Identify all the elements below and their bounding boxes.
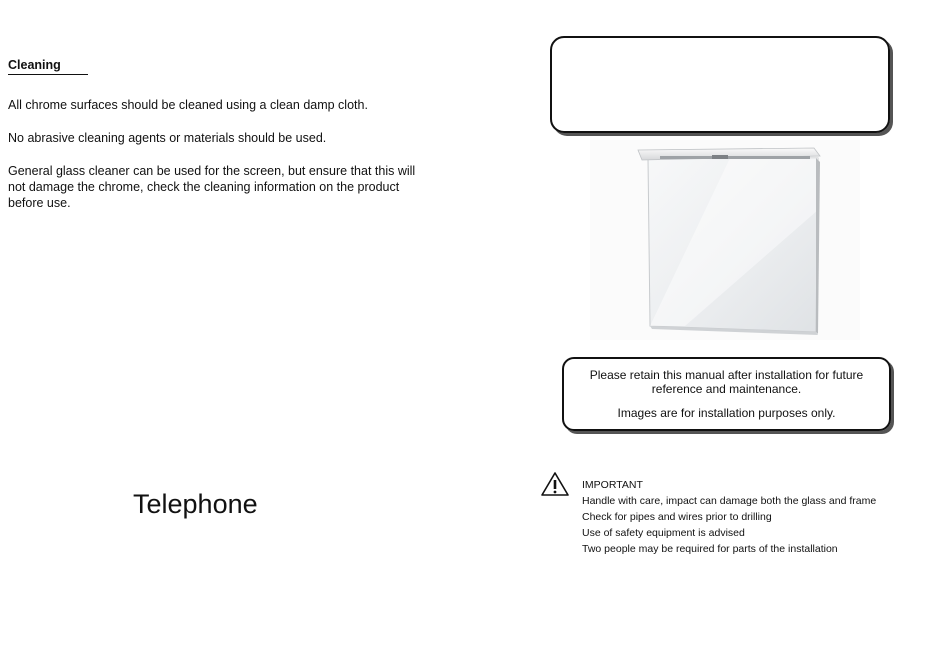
cleaning-heading: Cleaning	[8, 58, 88, 75]
notice-text: Images are for installation purposes only.	[617, 406, 836, 420]
mirror-cabinet-image	[590, 140, 860, 340]
important-item: Check for pipes and wires prior to drilling	[582, 511, 772, 523]
blank-text-box	[550, 36, 890, 133]
cleaning-paragraph: All chrome surfaces should be cleaned using a clean damp cloth.	[8, 98, 368, 112]
important-item: Two people may be required for parts of the installation	[582, 543, 838, 555]
cleaning-paragraph: No abrasive cleaning agents or materials should be used.	[8, 131, 327, 145]
telephone-label: Telephone	[133, 489, 258, 519]
important-title: IMPORTANT	[582, 479, 643, 491]
notice-text: Please retain this manual after installation for future reference and maintenance.	[589, 368, 864, 396]
warning-icon	[540, 471, 570, 497]
important-item: Use of safety equipment is advised	[582, 527, 745, 539]
important-item: Handle with care, impact can damage both the glass and frame	[582, 495, 877, 507]
retain-manual-notice	[562, 357, 891, 431]
cleaning-paragraph: General glass cleaner can be used for the screen, but ensure that this will not damage the chrome, check the cleaning information on the product before use.	[8, 164, 416, 210]
